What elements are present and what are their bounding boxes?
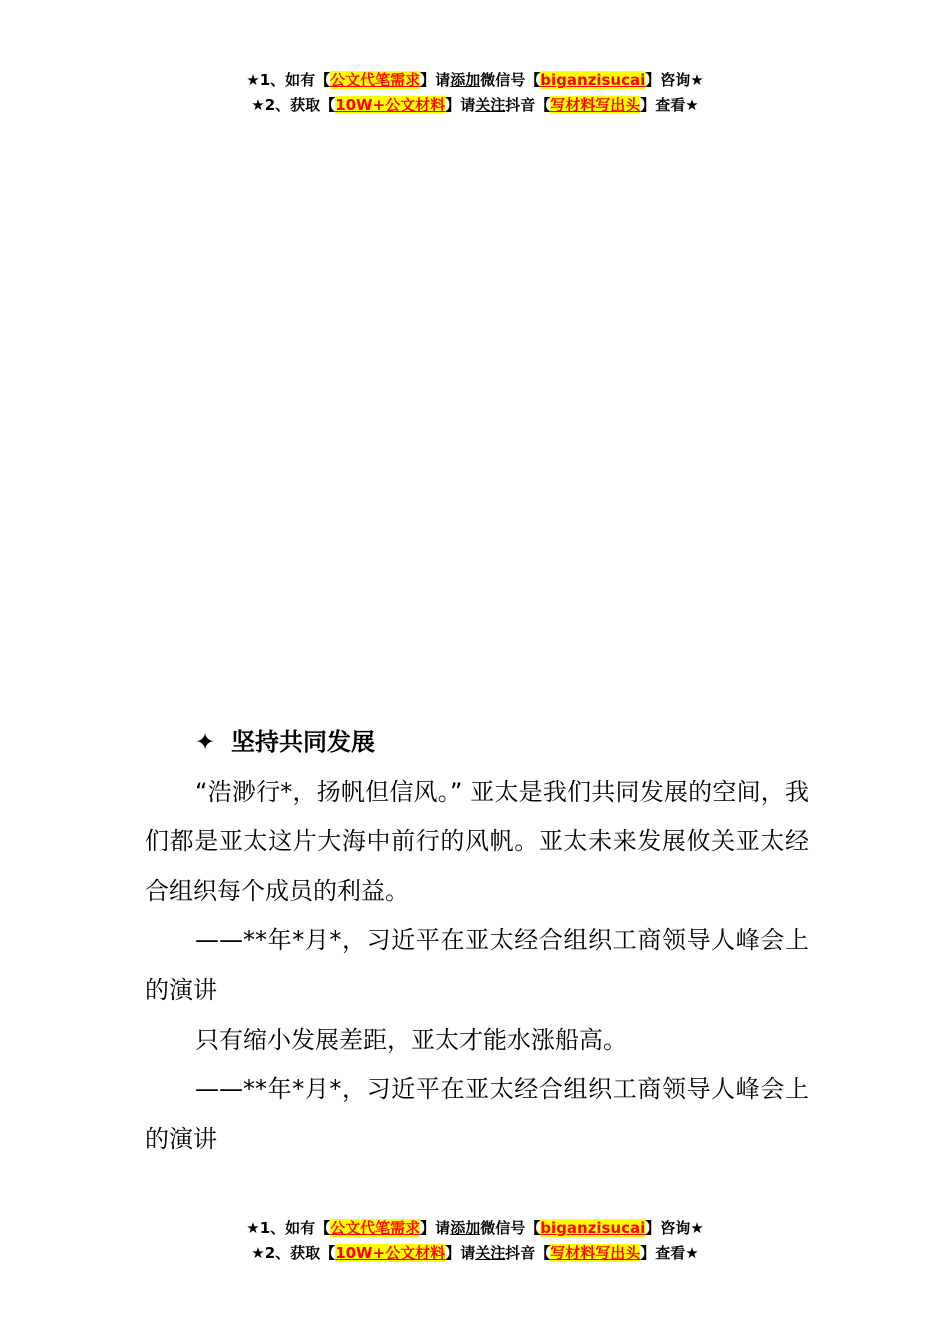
banner-line-1: ★1、如有【公文代笔需求】请添加微信号【biganzisucai】咨询★ [246,1219,704,1237]
banner-line-2: ★2、获取【10W+公文材料】请关注抖音【写材料写出头】查看★ [251,96,699,114]
highlight-service: 公文代笔需求 [330,71,421,89]
highlight-materials: 10W+公文材料 [335,96,446,114]
highlight-douyin-name: 写材料写出头 [550,96,641,114]
quote-paragraph: 只有缩小发展差距，亚太才能水涨船高。 [195,1025,627,1054]
banner-line-1: ★1、如有【公文代笔需求】请添加微信号【biganzisucai】咨询★ [246,71,704,89]
highlight-materials: 10W+公文材料 [335,1244,446,1262]
document-body [145,718,809,1164]
footer-banner [0,1216,950,1266]
attribution-paragraph: ——**年*月*，习近平在亚太经合组织工商领导人峰会上的演讲 [145,926,809,1004]
banner-line-2: ★2、获取【10W+公文材料】请关注抖音【写材料写出头】查看★ [251,1244,699,1262]
highlight-service: 公文代笔需求 [330,1219,421,1237]
section-heading-text: 坚持共同发展 [231,728,375,756]
highlight-douyin-name: 写材料写出头 [550,1244,641,1262]
highlight-wechat-id: biganzisucai [540,1219,646,1237]
header-banner [0,68,950,118]
highlight-wechat-id: biganzisucai [540,71,646,89]
attribution-paragraph: ——**年*月*，习近平在亚太经合组织工商领导人峰会上的演讲 [145,1075,809,1153]
section-heading [145,718,809,768]
quote-paragraph: “浩渺行*，扬帆但信风。” 亚太是我们共同发展的空间，我们都是亚太这片大海中前行的风帆。亚太未来发展攸关亚太经合组织每个成员的利益。 [145,777,809,905]
four-point-star-icon: ✦ [195,728,216,756]
